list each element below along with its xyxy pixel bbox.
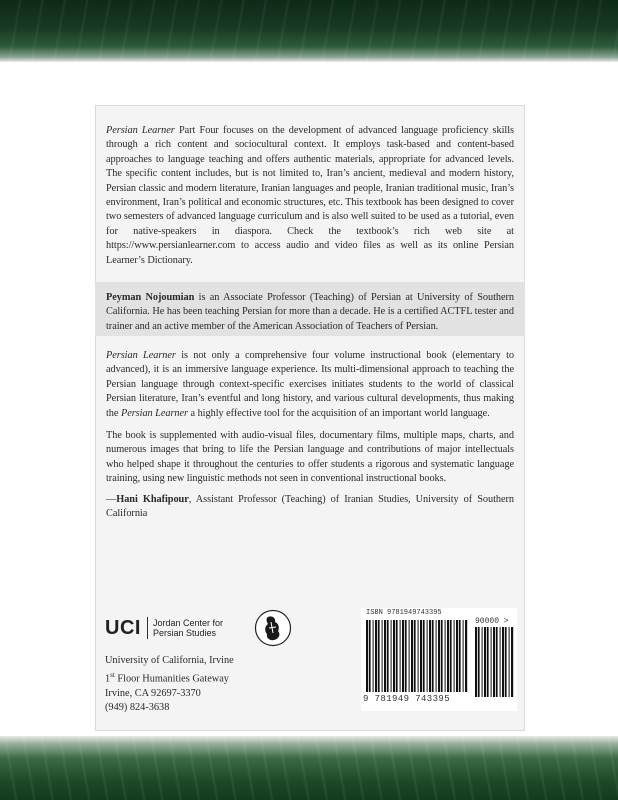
review-attribution: —Hani Khafipour, Assistant Professor (Teaching) of Iranian Studies, University of Southern California bbox=[106, 493, 514, 520]
reviewer-name: Hani Khafipour bbox=[116, 493, 189, 505]
barcode-bar bbox=[456, 620, 458, 692]
barcode-bar bbox=[478, 627, 480, 697]
barcode-bar bbox=[502, 627, 504, 697]
barcode-bar bbox=[438, 620, 440, 692]
barcode-bar bbox=[500, 627, 501, 697]
barcode-bar bbox=[429, 620, 431, 692]
logo-divider bbox=[147, 617, 148, 639]
book-title: Persian Learner bbox=[106, 125, 175, 136]
barcode-bar bbox=[414, 620, 416, 692]
barcode-bar bbox=[378, 620, 380, 692]
author-bio bbox=[95, 282, 525, 336]
barcode-bar bbox=[432, 620, 434, 692]
barcode-bar bbox=[396, 620, 398, 692]
barcode-bar bbox=[423, 620, 425, 692]
price-barcode bbox=[475, 627, 515, 697]
barcode-bar bbox=[391, 620, 392, 692]
barcode-bar bbox=[418, 620, 419, 692]
barcode-bar bbox=[382, 620, 383, 692]
isbn-label: ISBN 9781949743395 bbox=[366, 609, 442, 617]
barcode-bar bbox=[447, 620, 449, 692]
review-blurb bbox=[95, 345, 525, 521]
barcode-bar bbox=[405, 620, 407, 692]
barcode-bar bbox=[393, 620, 395, 692]
barcode-bar bbox=[387, 620, 389, 692]
barcode-bar bbox=[493, 627, 495, 697]
barcode-bar bbox=[427, 620, 428, 692]
author-name: Peyman Nojoumian bbox=[106, 292, 195, 303]
barcode-bar bbox=[400, 620, 401, 692]
barcode-bar bbox=[496, 627, 498, 697]
barcode-bar bbox=[482, 627, 483, 697]
barcode-bar bbox=[366, 620, 368, 692]
uci-logo-word: UCI bbox=[105, 617, 141, 639]
review-paragraph-2: The book is supplemented with audio-visual files, documentary films, multiple maps, charts, and numerous images that bring to life the Persian language and contributions of major intellectuals who helped shape it throughout the centuries to offer students a rigorous and systematic language training, using new linguistic methods not seen in conventional instructional books. bbox=[106, 430, 514, 485]
barcode-bar bbox=[402, 620, 404, 692]
barcode-bar bbox=[509, 627, 510, 697]
isbn-barcode bbox=[366, 620, 469, 692]
barcode-bar bbox=[384, 620, 386, 692]
author-bio-paragraph: Peyman Nojoumian is an Associate Professor (Teaching) of Persian at University of Southern California. He has been teaching Persian for more than a decade. He is a certified ACTFL tester and trainer and an active member of the American Association of Teachers of Persian. bbox=[106, 292, 515, 332]
price-code: 90000 > bbox=[475, 617, 509, 626]
barcode-bar bbox=[475, 627, 477, 697]
barcode-bar bbox=[441, 620, 443, 692]
barcode-bar bbox=[375, 620, 377, 692]
publisher-address: University of California, Irvine 1st Floor Humanities Gateway Irvine, CA 92697-3370 (949) 824-3638 bbox=[105, 655, 234, 714]
book-description bbox=[95, 105, 525, 282]
center-name: Jordan Center for Persian Studies bbox=[152, 617, 223, 638]
barcode-bar bbox=[373, 620, 374, 692]
barcode-bar bbox=[420, 620, 422, 692]
barcode-bar bbox=[463, 620, 464, 692]
isbn-digits: 9 781949 743395 bbox=[363, 694, 451, 704]
barcode-bar bbox=[491, 627, 492, 697]
bottom-decorative-band bbox=[0, 736, 618, 800]
top-decorative-band bbox=[0, 0, 618, 62]
persian-emblem-icon bbox=[254, 609, 292, 647]
barcode-bar bbox=[369, 620, 371, 692]
barcode-bar bbox=[459, 620, 461, 692]
barcode-bar bbox=[484, 627, 486, 697]
barcode-bar bbox=[505, 627, 507, 697]
description-paragraph: Persian Learner Part Four focuses on the development of advanced language proficiency skills through a rich content and sociocultural context. It employs task-based and content-based approaches to language teaching and offers authentic materials, appropriate for advanced levels. The specific content includes, but is not limited to, Iran’s ancient, medieval and modern history, Persian classic and modern literature, Iranian languages and people, Iranian traditional music, Iran’s environment, Iran’s political and economic structures, etc. This textbook has been designed to cover two semesters of advanced language curriculum and is also well suited to be used as a tutorial, even for native-speakers in diaspora. Check the textbook’s rich web site at https://www.persianlearner.com to access audio and video files as well as its online Persian Learner’s Dictionary. bbox=[106, 125, 514, 266]
barcode-bar bbox=[487, 627, 489, 697]
barcode-bar bbox=[411, 620, 413, 692]
barcode-bar bbox=[511, 627, 513, 697]
barcode-bar bbox=[465, 620, 467, 692]
barcode-bar bbox=[454, 620, 455, 692]
barcode-bar bbox=[450, 620, 452, 692]
barcode-bar bbox=[445, 620, 446, 692]
barcode-bar bbox=[409, 620, 410, 692]
barcode-bar bbox=[436, 620, 437, 692]
review-paragraph-1: Persian Learner is not only a comprehensive four volume instructional book (elementary to advanced), it is an immersive language experience. Its multi-dimensional approach to teaching the Persian language through context-specific exercises initiates students to the world of classical Persian literature, Iran’s eventful and long history, and various cultural developments, thus making the Persian Learner a highly effective tool for the acquisition of an important world language. bbox=[106, 350, 514, 419]
uci-jordan-center-logo bbox=[105, 617, 223, 639]
